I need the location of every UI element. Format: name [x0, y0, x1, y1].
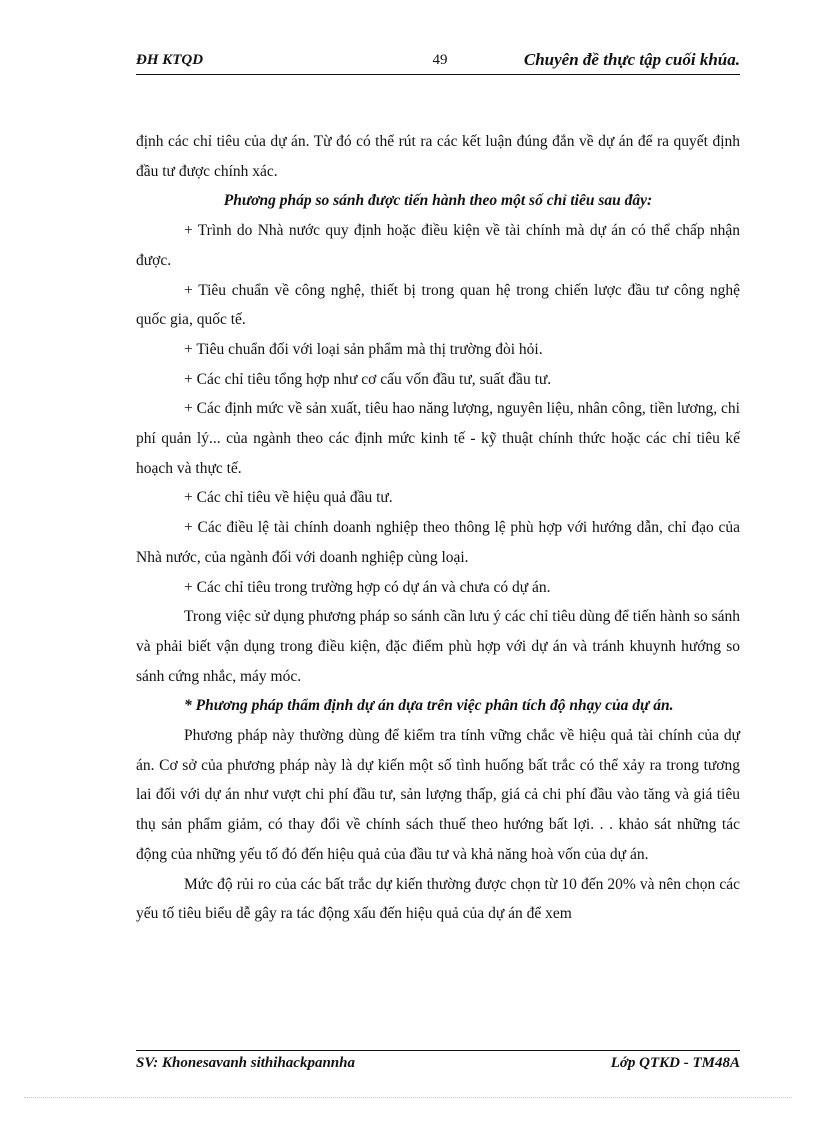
page-header	[136, 50, 740, 75]
list-item: + Tiêu chuẩn về công nghệ, thiết bị trong quan hệ trong chiến lược đầu tư công nghệ quốc gia, quốc tế.	[136, 281, 740, 329]
page-number: 49	[432, 52, 448, 68]
footer-class: Lớp QTKD - TM48A	[610, 1055, 740, 1071]
paragraph: Trong việc sử dụng phương pháp so sánh cần lưu ý các chỉ tiêu dùng để tiến hành so sánh và phải biết vận dụng trong điều kiện, đặc điểm phù hợp với dự án và tránh khuynh hướng so sánh cứng nhắc, máy móc.	[136, 608, 740, 685]
list-item: + Các định mức về sản xuất, tiêu hao năng lượng, nguyên liệu, nhân công, tiền lương, chi phí quản lý... của ngành theo các định mức kinh tế - kỹ thuật chính thức hoặc các chỉ tiêu kế hoạch và thực tế.	[136, 400, 740, 477]
list-item: + Các chỉ tiêu về hiệu quả đầu tư.	[184, 489, 393, 507]
list-item: + Các chỉ tiêu tổng hợp như cơ cấu vốn đầu tư, suất đầu tư.	[184, 370, 552, 388]
section-subheading: Phương pháp so sánh được tiến hành theo một số chỉ tiêu sau đây:	[223, 192, 653, 210]
list-item: + Tiêu chuẩn đối với loại sản phẩm mà thị trường đòi hỏi.	[184, 340, 543, 358]
page-footer	[136, 1050, 740, 1075]
paragraph: Phương pháp này thường dùng để kiểm tra tính vững chắc về hiệu quả tài chính của dự án. Cơ sở của phương pháp này là dự kiến một số tình huống bất trắc có thể xảy ra trong tương lai đối với dự án như vượt chi phí đầu tư, sản lượng thấp, giá cả chi phí đầu vào tăng và giá tiêu thụ sản phẩm giảm, có thay đổi về chính sách thuế theo hướng bất lợi. . . khảo sát những tác động của những yếu tố đó đến hiệu quả của đầu tư và khả năng hoà vốn của dự án.	[136, 727, 740, 863]
page-edge-divider	[24, 1097, 792, 1098]
paragraph: định các chỉ tiêu của dự án. Từ đó có thể rút ra các kết luận đúng đắn về dự án để ra quyết định đầu tư được chính xác.	[136, 133, 740, 180]
list-item: + Các điều lệ tài chính doanh nghiệp theo thông lệ phù hợp với hướng dẫn, chỉ đạo của Nhà nước, của ngành đối với doanh nghiệp cùng loại.	[136, 519, 740, 566]
document-body	[136, 127, 740, 929]
paragraph: Mức độ rủi ro của các bất trắc dự kiến thường được chọn từ 10 đến 20% và nên chọn các yếu tố tiêu biểu dễ gây ra tác động xấu đến hiệu quả của dự án để xem	[136, 875, 740, 923]
header-university: ĐH KTQD	[136, 52, 204, 68]
list-item: + Các chỉ tiêu trong trường hợp có dự án và chưa có dự án.	[184, 578, 551, 596]
list-item: + Trình do Nhà nước quy định hoặc điều kiện về tài chính mà dự án có thể chấp nhận được.	[136, 222, 740, 269]
section-heading: * Phương pháp thẩm định dự án dựa trên việc phân tích độ nhạy của dự án.	[184, 697, 674, 715]
footer-student: SV: Khonesavanh sithihackpannha	[136, 1055, 355, 1071]
header-title: Chuyên đề thực tập cuối khúa.	[523, 50, 740, 69]
